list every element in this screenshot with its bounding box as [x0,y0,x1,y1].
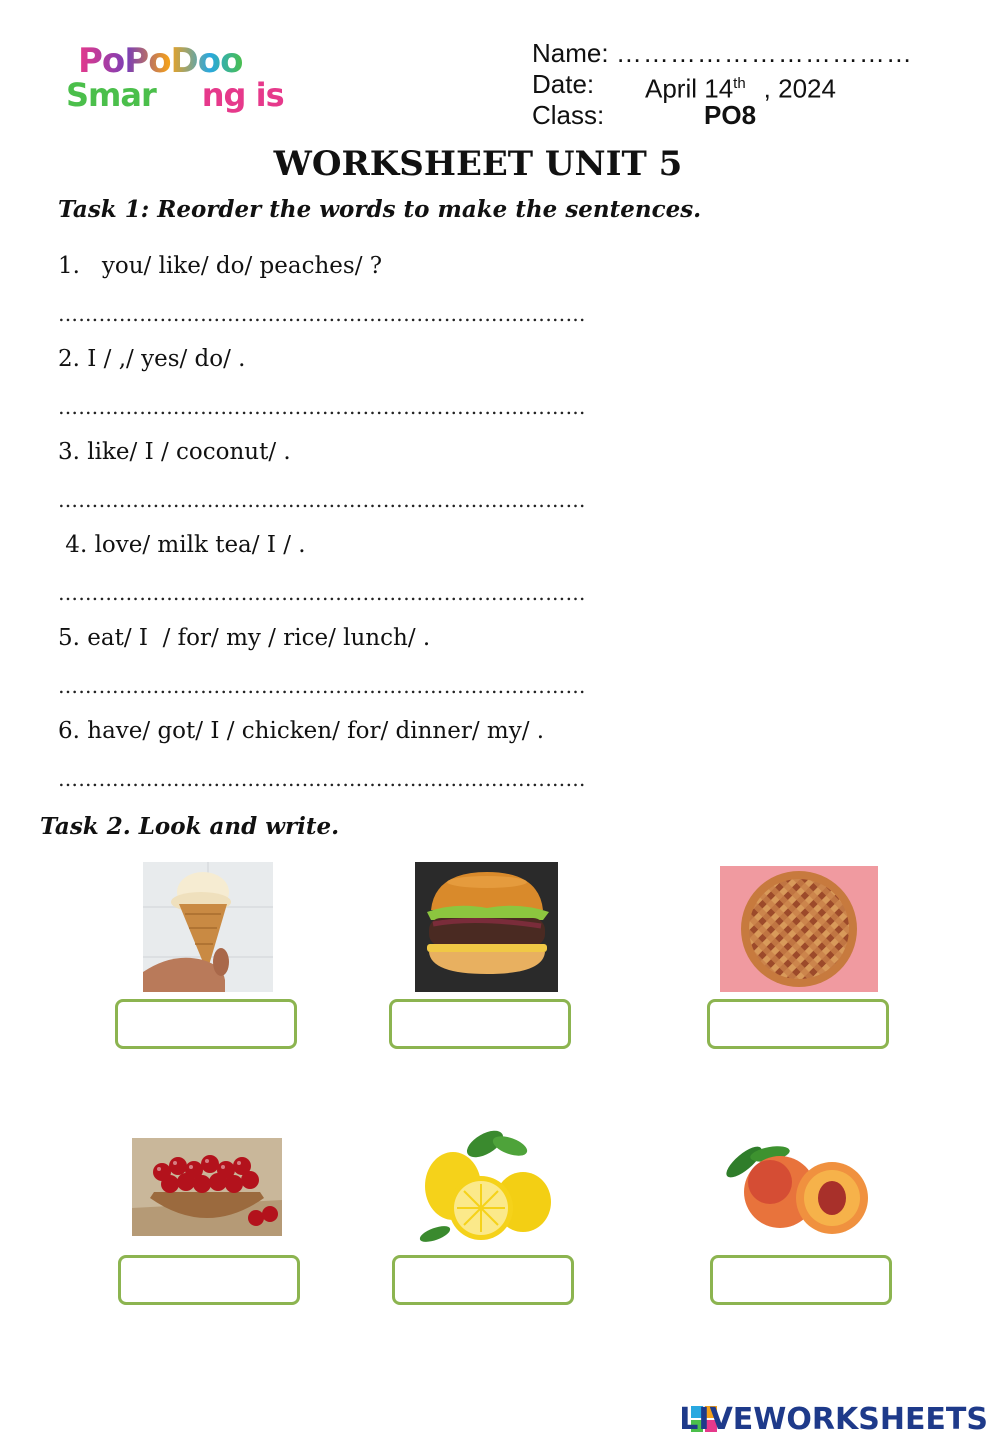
logo-text-ngis: ng is [201,76,284,114]
name-field[interactable]: …………………………… [615,38,913,68]
task1-question-3: 3. like/ I / coconut/ . [58,439,291,465]
liveworksheets-brand[interactable]: LIVEWORKSHEETS [679,1402,988,1437]
logo-line-2 [66,78,284,112]
lemons-photo [415,1124,555,1248]
answer-box-1[interactable] [115,999,297,1049]
date-month-day: April 14 [645,73,734,104]
class-value: PO8 [704,100,757,130]
task1-answer-line-4[interactable]: …………………………………………………………………… [58,581,586,605]
date-value [645,69,836,104]
task1-answer-line-2[interactable]: …………………………………………………………………… [58,395,586,419]
ice-cream-photo [143,862,273,992]
task1-answer-line-1[interactable]: …………………………………………………………………… [58,302,586,326]
class-label: Class: [532,100,605,130]
task1-question-1: 1. you/ like/ do/ peaches/ ? [58,253,383,279]
logo-text-popodoo: PoPoDoo [78,41,243,81]
name-label: Name: [532,38,609,68]
task1-question-4: 4. love/ milk tea/ I / . [58,532,306,558]
task1-question-2: 2. I / ,/ yes/ do/ . [58,346,246,372]
answer-box-2[interactable] [389,999,571,1049]
task1-heading: Task 1: Reorder the words to make the sentences. [58,196,702,223]
date-row [532,69,594,99]
burger-photo [415,862,558,992]
date-suffix: th [733,75,746,92]
task1-answer-line-6[interactable]: …………………………………………………………………… [58,767,586,791]
task2-heading: Task 2. Look and write. [40,813,340,840]
date-label: Date: [532,69,595,99]
task1-answer-line-5[interactable]: …………………………………………………………………… [58,674,586,698]
logo-line-1 [78,41,243,81]
task1-question-5: 5. eat/ I / for/ my / rice/ lunch/ . [58,625,431,651]
page-title: WORKSHEET UNIT 5 [273,144,683,184]
class-row [532,100,604,130]
task1-answer-line-3[interactable]: …………………………………………………………………… [58,488,586,512]
logo-text-smar: Smar [66,76,156,114]
answer-box-5[interactable] [392,1255,574,1305]
peaches-photo [722,1132,872,1244]
name-row [532,38,913,68]
task1-question-6: 6. have/ got/ I / chicken/ for/ dinner/ my/ . [58,718,545,744]
answer-box-3[interactable] [707,999,889,1049]
pie-photo [720,866,878,992]
cherries-photo [132,1138,282,1236]
date-year: , 2024 [763,73,836,104]
answer-box-6[interactable] [710,1255,892,1305]
answer-box-4[interactable] [118,1255,300,1305]
